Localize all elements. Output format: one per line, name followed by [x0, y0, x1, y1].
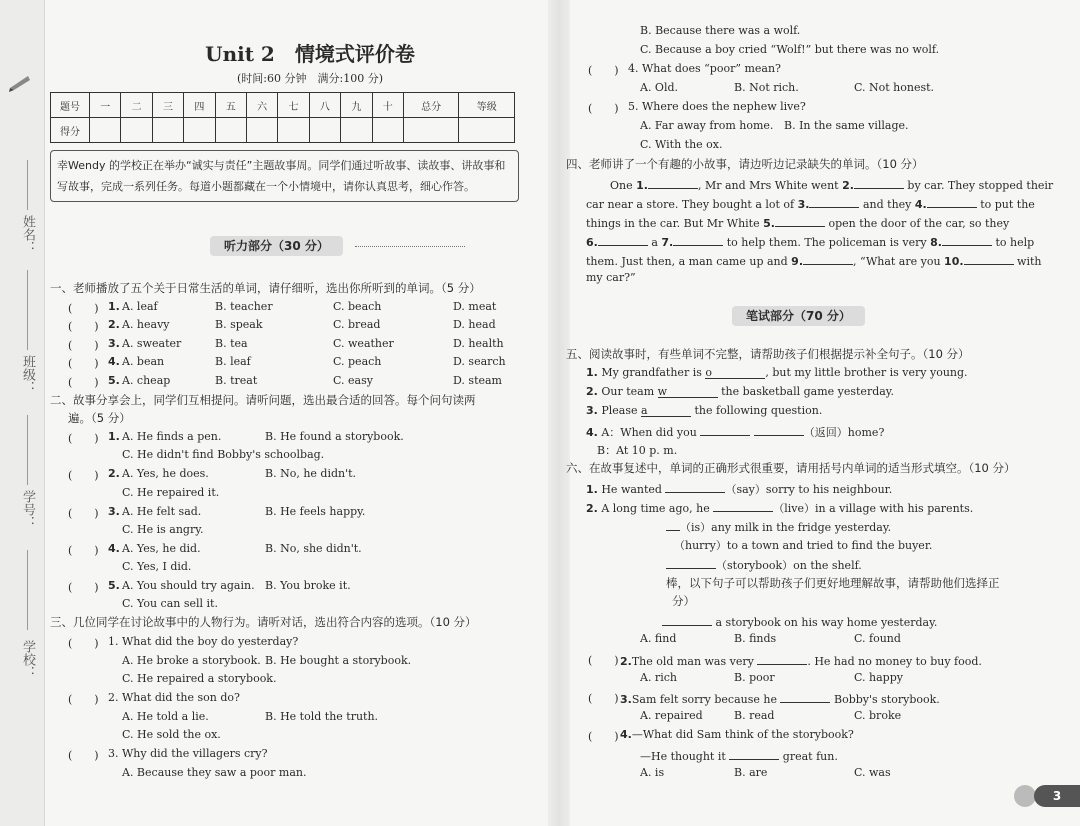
section-6-title: 六、在故事复述中，单词的正确形式很重要，请用括号内单词的适当形式填空。（10 分）	[566, 461, 1016, 475]
option[interactable]: A. Yes, he did.	[122, 542, 201, 555]
writing-banner: 笔试部分（70 分）	[732, 306, 865, 326]
blank-field[interactable]	[648, 176, 698, 189]
option[interactable]: C. He repaired a storybook.	[122, 672, 277, 685]
option[interactable]: A. leaf	[122, 300, 158, 313]
option[interactable]: C. peach	[333, 355, 382, 368]
blank-field[interactable]	[809, 195, 859, 208]
blank-field[interactable]	[700, 423, 750, 436]
blank-field[interactable]	[729, 747, 779, 760]
question: 3. Why did the villagers cry?	[108, 747, 268, 760]
page-number: 3	[1034, 785, 1080, 807]
page-title: Unit 2 情境式评价卷	[205, 42, 415, 66]
option[interactable]: C. broke	[854, 709, 902, 722]
option[interactable]: A. is	[640, 766, 665, 779]
answer-paren[interactable]: ( )	[588, 692, 619, 705]
answer-paren[interactable]: ( )	[68, 544, 99, 557]
score-value-row	[51, 118, 515, 143]
answer-paren[interactable]: ( )	[588, 102, 619, 115]
answer-paren[interactable]: ( )	[68, 302, 99, 315]
q-number: 5.	[108, 579, 120, 592]
margin-line	[27, 270, 28, 350]
intro-box: 幸Wendy 的学校正在举办“诚实与责任”主题故事周。同学们通过听故事、读故事、讲故事和写故事，完成一系列任务。每道小题都藏在一个小情境中，请你认真思考，细心作答。	[50, 150, 519, 202]
section-3-title: 三、几位同学在讨论故事中的人物行为。请听对话，选出符合内容的选项。（10 分）	[50, 615, 477, 629]
question: 5. Where does the nephew live?	[628, 100, 806, 113]
score-cell[interactable]	[341, 118, 372, 143]
option[interactable]: D. meat	[453, 300, 497, 313]
option[interactable]: A. sweater	[122, 337, 182, 350]
cell: 七	[278, 93, 309, 118]
section-4-title: 四、老师讲了一个有趣的小故事，请边听边记录缺失的单词。（10 分）	[566, 157, 924, 171]
score-cell[interactable]	[184, 118, 215, 143]
margin-line	[27, 550, 28, 630]
answer-paren[interactable]: ( )	[68, 376, 99, 389]
option[interactable]: C. He sold the ox.	[122, 728, 221, 741]
cell: 题号	[51, 93, 90, 118]
answer-paren[interactable]: ( )	[588, 64, 619, 77]
cell: 二	[121, 93, 152, 118]
option[interactable]: A. He broke a storybook.	[122, 654, 261, 667]
blank-field[interactable]: a	[641, 404, 691, 417]
blank-field[interactable]	[803, 252, 853, 265]
option[interactable]: C. You can sell it.	[122, 597, 218, 610]
blank-field[interactable]	[713, 499, 773, 512]
q-number: 5.	[108, 374, 120, 387]
sentence: （hurry）to a town and tried to find the buyer.	[674, 539, 933, 552]
option[interactable]: A. Old.	[640, 81, 679, 94]
sentence: 3. Please a the following question.	[586, 404, 823, 417]
blank-field[interactable]	[927, 195, 977, 208]
q-number: 4.	[108, 355, 120, 368]
option[interactable]: C. With the ox.	[640, 138, 723, 151]
score-cell[interactable]	[459, 118, 515, 143]
option[interactable]: C. was	[854, 766, 891, 779]
sentence: 4.—What did Sam think of the storybook?	[620, 728, 854, 741]
blank-field[interactable]	[665, 480, 725, 493]
option[interactable]: B. No, she didn't.	[265, 542, 362, 555]
section-2-title-cont: 遍。（5 分）	[68, 411, 131, 425]
answer-paren[interactable]: ( )	[68, 320, 99, 333]
sentence: —He thought it great fun.	[640, 747, 838, 763]
option[interactable]: C. weather	[333, 337, 394, 350]
blank-field[interactable]: w	[658, 385, 718, 398]
answer-paren[interactable]: ( )	[68, 637, 99, 650]
q-number: 2.	[108, 467, 120, 480]
option[interactable]: A. Because they saw a poor man.	[122, 766, 307, 779]
answer-paren[interactable]: ( )	[588, 654, 619, 667]
section-7-title: 棒，以下句子可以帮助孩子们更好地理解故事，请帮助他们选择正	[666, 576, 1000, 590]
section-5-title: 五、阅读故事时，有些单词不完整，请帮助孩子们根据提示补全句子。（10 分）	[566, 347, 970, 361]
option[interactable]: B. are	[734, 766, 768, 779]
option[interactable]: D. health	[453, 337, 504, 350]
option[interactable]: A. repaired	[640, 709, 703, 722]
score-cell[interactable]	[246, 118, 277, 143]
option[interactable]: A. Far away from home.	[640, 119, 774, 132]
option[interactable]: B. No, he didn't.	[265, 467, 357, 480]
option[interactable]: A. He finds a pen.	[122, 430, 222, 443]
blank-field[interactable]	[666, 518, 680, 531]
sentence: 3.Sam felt sorry because he Bobby's storybook.	[620, 690, 940, 706]
student-id-label: 学号：	[20, 490, 35, 529]
blank-field[interactable]	[666, 556, 716, 569]
answer-paren[interactable]: ( )	[588, 730, 619, 743]
blank-field[interactable]	[754, 423, 804, 436]
blank-field[interactable]	[598, 233, 648, 246]
blank-field[interactable]	[775, 214, 825, 227]
option[interactable]: B. You broke it.	[265, 579, 351, 592]
score-cell[interactable]	[90, 118, 121, 143]
option[interactable]: A. Yes, he does.	[122, 467, 209, 480]
option[interactable]: D. search	[453, 355, 506, 368]
answer-paren[interactable]: ( )	[68, 749, 99, 762]
option[interactable]: B. poor	[734, 671, 775, 684]
option[interactable]: A. bean	[122, 355, 165, 368]
cell: 得分	[51, 118, 90, 143]
score-header-row	[51, 93, 515, 118]
option[interactable]: B. He feels happy.	[265, 505, 366, 518]
option[interactable]: C. Yes, I did.	[122, 560, 192, 573]
q-number: 3.	[108, 337, 120, 350]
dotted-rule	[355, 246, 465, 247]
cell: 总分	[403, 93, 459, 118]
sentence: （is）any milk in the fridge yesterday.	[666, 518, 891, 535]
sentence: 2. A long time ago, he （live）in a village with his parents.	[586, 499, 973, 516]
option[interactable]: B. teacher	[215, 300, 273, 313]
option[interactable]: C. Not honest.	[854, 81, 935, 94]
passage-line: car near a store. They bought a lot of 3. and they 4. to put the	[586, 195, 1035, 211]
page-subtitle: (时间:60 分钟 满分:100 分)	[237, 72, 383, 85]
option[interactable]: C. Because a boy cried “Wolf!” but there was no wolf.	[640, 43, 940, 56]
section-2-title: 二、故事分享会上，同学们互相提问。请听问题，选出最合适的回答。每个问句读两	[50, 393, 476, 407]
option[interactable]: C. He is angry.	[122, 523, 204, 536]
answer-paren[interactable]: ( )	[68, 432, 99, 445]
answer-paren[interactable]: ( )	[68, 469, 99, 482]
option[interactable]: A. find	[640, 632, 677, 645]
cell: 五	[215, 93, 246, 118]
option[interactable]: B. Not rich.	[734, 81, 799, 94]
q-number: 3.	[108, 505, 120, 518]
question: 1. What did the boy do yesterday?	[108, 635, 299, 648]
passage-line: things in the car. But Mr White 5. open the door of the car, so they	[586, 214, 1009, 230]
score-cell[interactable]	[372, 118, 403, 143]
option[interactable]: A. He told a lie.	[122, 710, 209, 723]
option[interactable]: A. heavy	[122, 318, 170, 331]
option[interactable]: B. leaf	[215, 355, 251, 368]
q-number: 4.	[108, 542, 120, 555]
option[interactable]: C. He repaired it.	[122, 486, 220, 499]
sentence: 1. He wanted （say）sorry to his neighbour.	[586, 480, 892, 497]
blank-field[interactable]	[854, 176, 904, 189]
option[interactable]: D. steam	[453, 374, 502, 387]
sentence: （storybook）on the shelf.	[666, 556, 862, 573]
q-number: 1.	[108, 430, 120, 443]
answer-paren[interactable]: ( )	[68, 339, 99, 352]
option[interactable]: B. Because there was a wolf.	[640, 24, 801, 37]
section-7-title-cont: 分）	[672, 594, 695, 608]
sentence: 4. A：When did you （返回）home?	[586, 423, 884, 440]
passage-line: my car?”	[586, 271, 636, 284]
option[interactable]: C. beach	[333, 300, 382, 313]
answer-paren[interactable]: ( )	[68, 507, 99, 520]
blank-field[interactable]	[673, 233, 723, 246]
q-number: 1.	[108, 300, 120, 313]
listening-banner: 听力部分（30 分）	[210, 236, 343, 256]
sentence: B：At 10 p. m.	[597, 444, 678, 457]
score-cell[interactable]	[403, 118, 459, 143]
option[interactable]: A. rich	[640, 671, 677, 684]
score-table	[50, 92, 515, 143]
sentence: a storybook on his way home yesterday.	[662, 613, 937, 629]
passage-line: 6. a 7. to help them. The policeman is very 8. to help	[586, 233, 1034, 249]
blank-field[interactable]	[780, 690, 830, 703]
page-fold	[548, 0, 570, 826]
question: 4. What does “poor” mean?	[628, 62, 781, 75]
name-label: 姓名：	[20, 215, 35, 254]
score-cell[interactable]	[278, 118, 309, 143]
blank-field[interactable]	[964, 252, 1014, 265]
option[interactable]: C. easy	[333, 374, 373, 387]
option[interactable]: B. finds	[734, 632, 777, 645]
option[interactable]: C. He didn't find Bobby's schoolbag.	[122, 448, 325, 461]
option[interactable]: B. speak	[215, 318, 263, 331]
option[interactable]: B. He bought a storybook.	[265, 654, 412, 667]
blank-field[interactable]: o	[705, 366, 765, 379]
score-cell[interactable]	[215, 118, 246, 143]
option[interactable]: D. head	[453, 318, 496, 331]
section-1-title: 一、老师播放了五个关于日常生活的单词，请仔细听，选出你所听到的单词。（5 分）	[50, 281, 481, 295]
option[interactable]: B. He told the truth.	[265, 710, 379, 723]
answer-paren[interactable]: ( )	[68, 693, 99, 706]
cell: 六	[246, 93, 277, 118]
option[interactable]: A. cheap	[122, 374, 171, 387]
margin-line	[27, 415, 28, 485]
class-label: 班级：	[20, 355, 35, 394]
option[interactable]: A. He felt sad.	[122, 505, 202, 518]
blank-field[interactable]	[757, 652, 807, 665]
cell: 十	[372, 93, 403, 118]
cell: 等级	[459, 93, 515, 118]
answer-paren[interactable]: ( )	[68, 357, 99, 370]
blank-field[interactable]	[942, 233, 992, 246]
option[interactable]: B. tea	[215, 337, 248, 350]
option[interactable]: C. found	[854, 632, 901, 645]
score-cell[interactable]	[309, 118, 340, 143]
cell: 八	[309, 93, 340, 118]
option[interactable]: C. bread	[333, 318, 381, 331]
school-label: 学校：	[20, 640, 35, 679]
q-number: 2.	[108, 318, 120, 331]
pencil-arrow-icon	[8, 70, 34, 96]
magnifier-icon	[1014, 785, 1036, 807]
answer-paren[interactable]: ( )	[68, 581, 99, 594]
margin-line	[27, 160, 28, 210]
option[interactable]: B. treat	[215, 374, 258, 387]
sentence: 1. My grandfather is o , but my little brother is very young.	[586, 366, 968, 379]
cell: 三	[152, 93, 183, 118]
option[interactable]: B. In the same village.	[784, 119, 909, 132]
option[interactable]: B. He found a storybook.	[265, 430, 404, 443]
sentence: 2. Our team w the basketball game yesterday.	[586, 385, 895, 398]
passage-line: One 1. , Mr and Mrs White went 2. by car. They stopped their	[610, 176, 1053, 192]
score-cell[interactable]	[152, 118, 183, 143]
question: 2. What did the son do?	[108, 691, 240, 704]
binding-margin	[0, 0, 45, 826]
option[interactable]: A. You should try again.	[122, 579, 255, 592]
blank-field[interactable]	[662, 613, 712, 626]
cell: 四	[184, 93, 215, 118]
option[interactable]: B. read	[734, 709, 775, 722]
sentence: 2.The old man was very . He had no money to buy food.	[620, 652, 982, 668]
option[interactable]: C. happy	[854, 671, 903, 684]
passage-line: them. Just then, a man came up and 9. , “What are you 10. with	[586, 252, 1041, 268]
score-cell[interactable]	[121, 118, 152, 143]
cell: 九	[341, 93, 372, 118]
cell: 一	[90, 93, 121, 118]
